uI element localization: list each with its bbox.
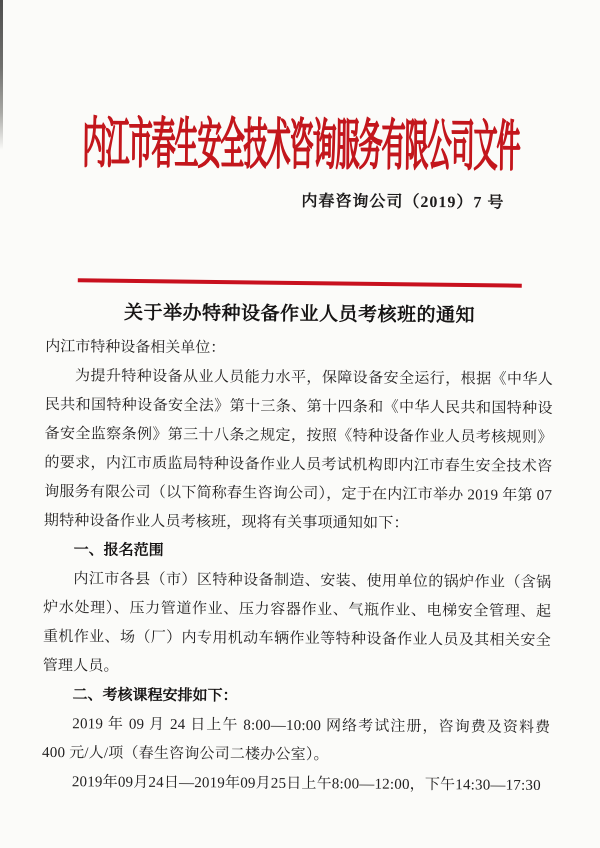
salutation: 内江市特种设备相关单位： [45,339,226,357]
intro-paragraph: 为提升特种设备从业人员能力水平，保障设备安全运行，根据《中华人民共和国特种设备安全法》第十三条、第十四条和《中华人民共和国特种设备安全监察条例》第三十八条之规定，按照《特种设备作业人员考核规则》的要求，内江市质监局特种设备作业人员考试机构即内江市春生安全技术咨询服务有限公司（以下简称春生咨询公司），定于在内江市举办 2019 年第 07 期特种设备作业人员考核班，现将有关事项通知如下： [43,368,554,532]
scan-edge-artifact [0,0,3,150]
notice-title: 关于举办特种设备作业人员考核班的通知 [123,302,476,327]
section-2-paragraph-registration: 2019 年 09 月 24 日上午 8:00—10:00 网络考试注册，咨询费及资料费 400 元/人/项（春生咨询公司二楼办公室）。 [42,716,551,764]
red-divider-rule [78,278,522,287]
letterhead-title-text: 内江市春生安全技术咨询服务有限公司文件 [82,115,520,179]
section-1-paragraph: 内江市各县（市）区特种设备制造、安装、使用单位的锅炉作业（含锅炉水处理）、压力管道作业、压力容器作业、气瓶作业、电梯安全管理、起重机作业、场（厂）内专用机动车辆作业等特种设备作业人员及其相关安全管理人员。 [42,571,552,675]
section-2-paragraph-schedule: 2019年09月24日—2019年09月25日上午8:00—12:00，下午14:30—17:30 [71,774,541,794]
section-1-heading: 一、报名范围 [73,542,164,559]
section-2-heading: 二、考核课程安排如下： [72,687,238,705]
letterhead-title [47,100,556,178]
document-number: 内春咨询公司（2019）7 号 [301,193,505,212]
